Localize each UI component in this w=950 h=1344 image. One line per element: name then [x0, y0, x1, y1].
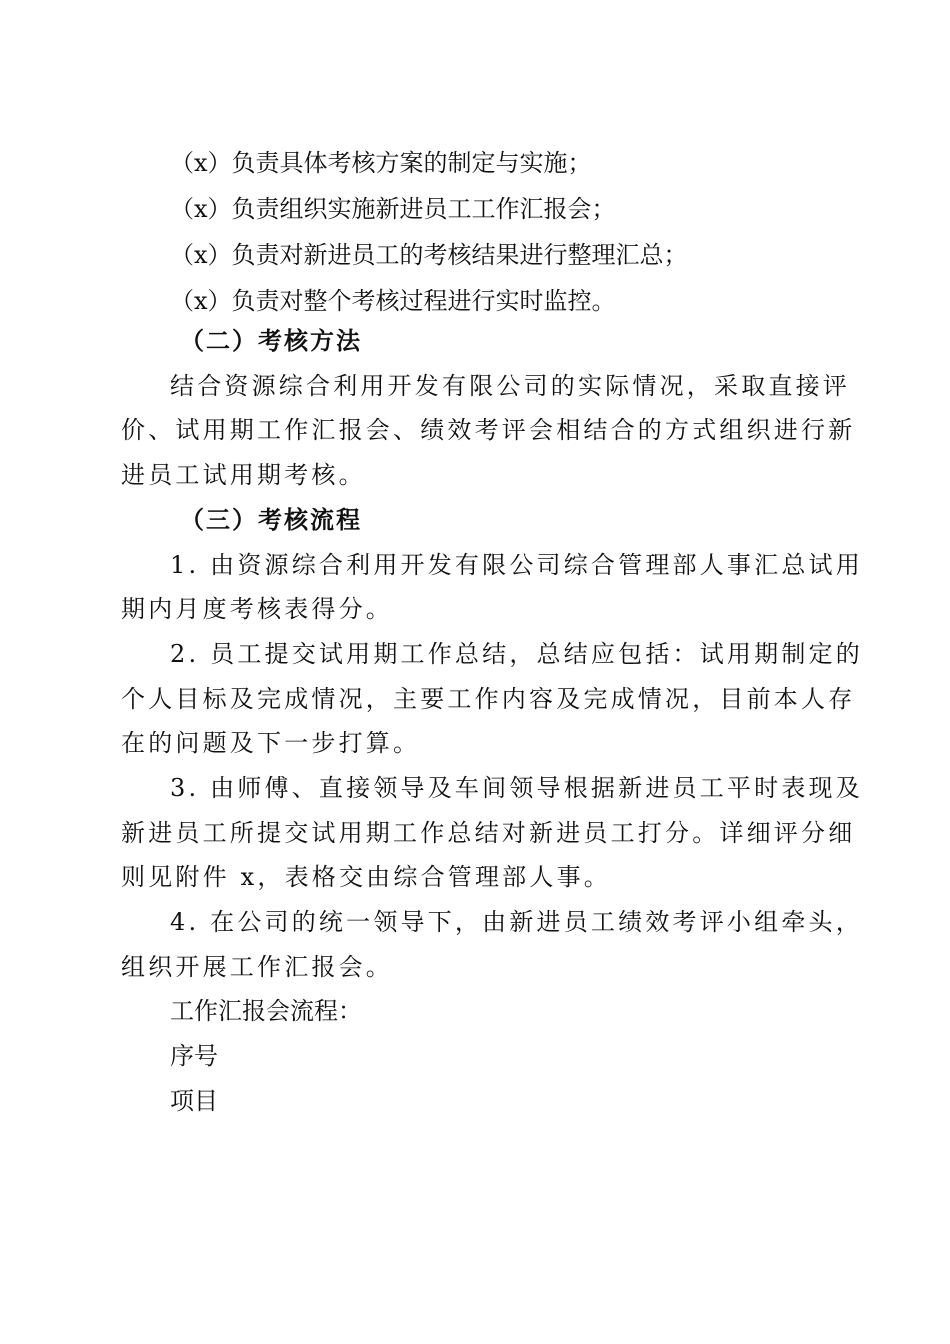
- paragraph-line: 个人目标及完成情况，主要工作内容及完成情况，目前本人存: [121, 685, 856, 713]
- paragraph-line: 新进员工所提交试用期工作总结对新进员工打分。详细评分细: [121, 819, 856, 847]
- duty-item: （x）负责对新进员工的考核结果进行整理汇总；: [170, 241, 688, 269]
- paragraph-line: 结合资源综合利用开发有限公司的实际情况，采取直接评: [170, 372, 850, 400]
- paragraph-line: 进员工试用期考核。: [121, 461, 366, 489]
- section-heading-process: （三）考核流程: [180, 505, 362, 534]
- meeting-process-label: 工作汇报会流程：: [170, 997, 362, 1025]
- paragraph-line: 组织开展工作汇报会。: [121, 953, 393, 981]
- paragraph-line: 1. 由资源综合利用开发有限公司综合管理部人事汇总试用: [170, 551, 863, 579]
- paragraph-line: 4. 在公司的统一领导下，由新进员工绩效考评小组牵头，: [170, 908, 863, 936]
- paragraph-line: 期内月度考核表得分。: [121, 595, 393, 623]
- duty-item: （x）负责具体考核方案的制定与实施；: [170, 149, 592, 177]
- paragraph-line: 在的问题及下一步打算。: [121, 729, 421, 757]
- paragraph-line: 价、试用期工作汇报会、绩效考评会相结合的方式组织进行新: [121, 416, 856, 444]
- duty-item: （x）负责对整个考核过程进行实时监控。: [170, 287, 616, 315]
- duty-item: （x）负责组织实施新进员工工作汇报会；: [170, 195, 616, 223]
- table-header-item: 项目: [170, 1087, 218, 1115]
- paragraph-line: 2. 员工提交试用期工作总结，总结应包括：试用期制定的: [170, 640, 863, 668]
- section-heading-method: （二）考核方法: [180, 326, 362, 355]
- paragraph-line: 则见附件 x，表格交由综合管理部人事。: [121, 863, 611, 891]
- table-header-no: 序号: [170, 1042, 218, 1070]
- paragraph-line: 3. 由师傅、直接领导及车间领导根据新进员工平时表现及: [170, 774, 863, 802]
